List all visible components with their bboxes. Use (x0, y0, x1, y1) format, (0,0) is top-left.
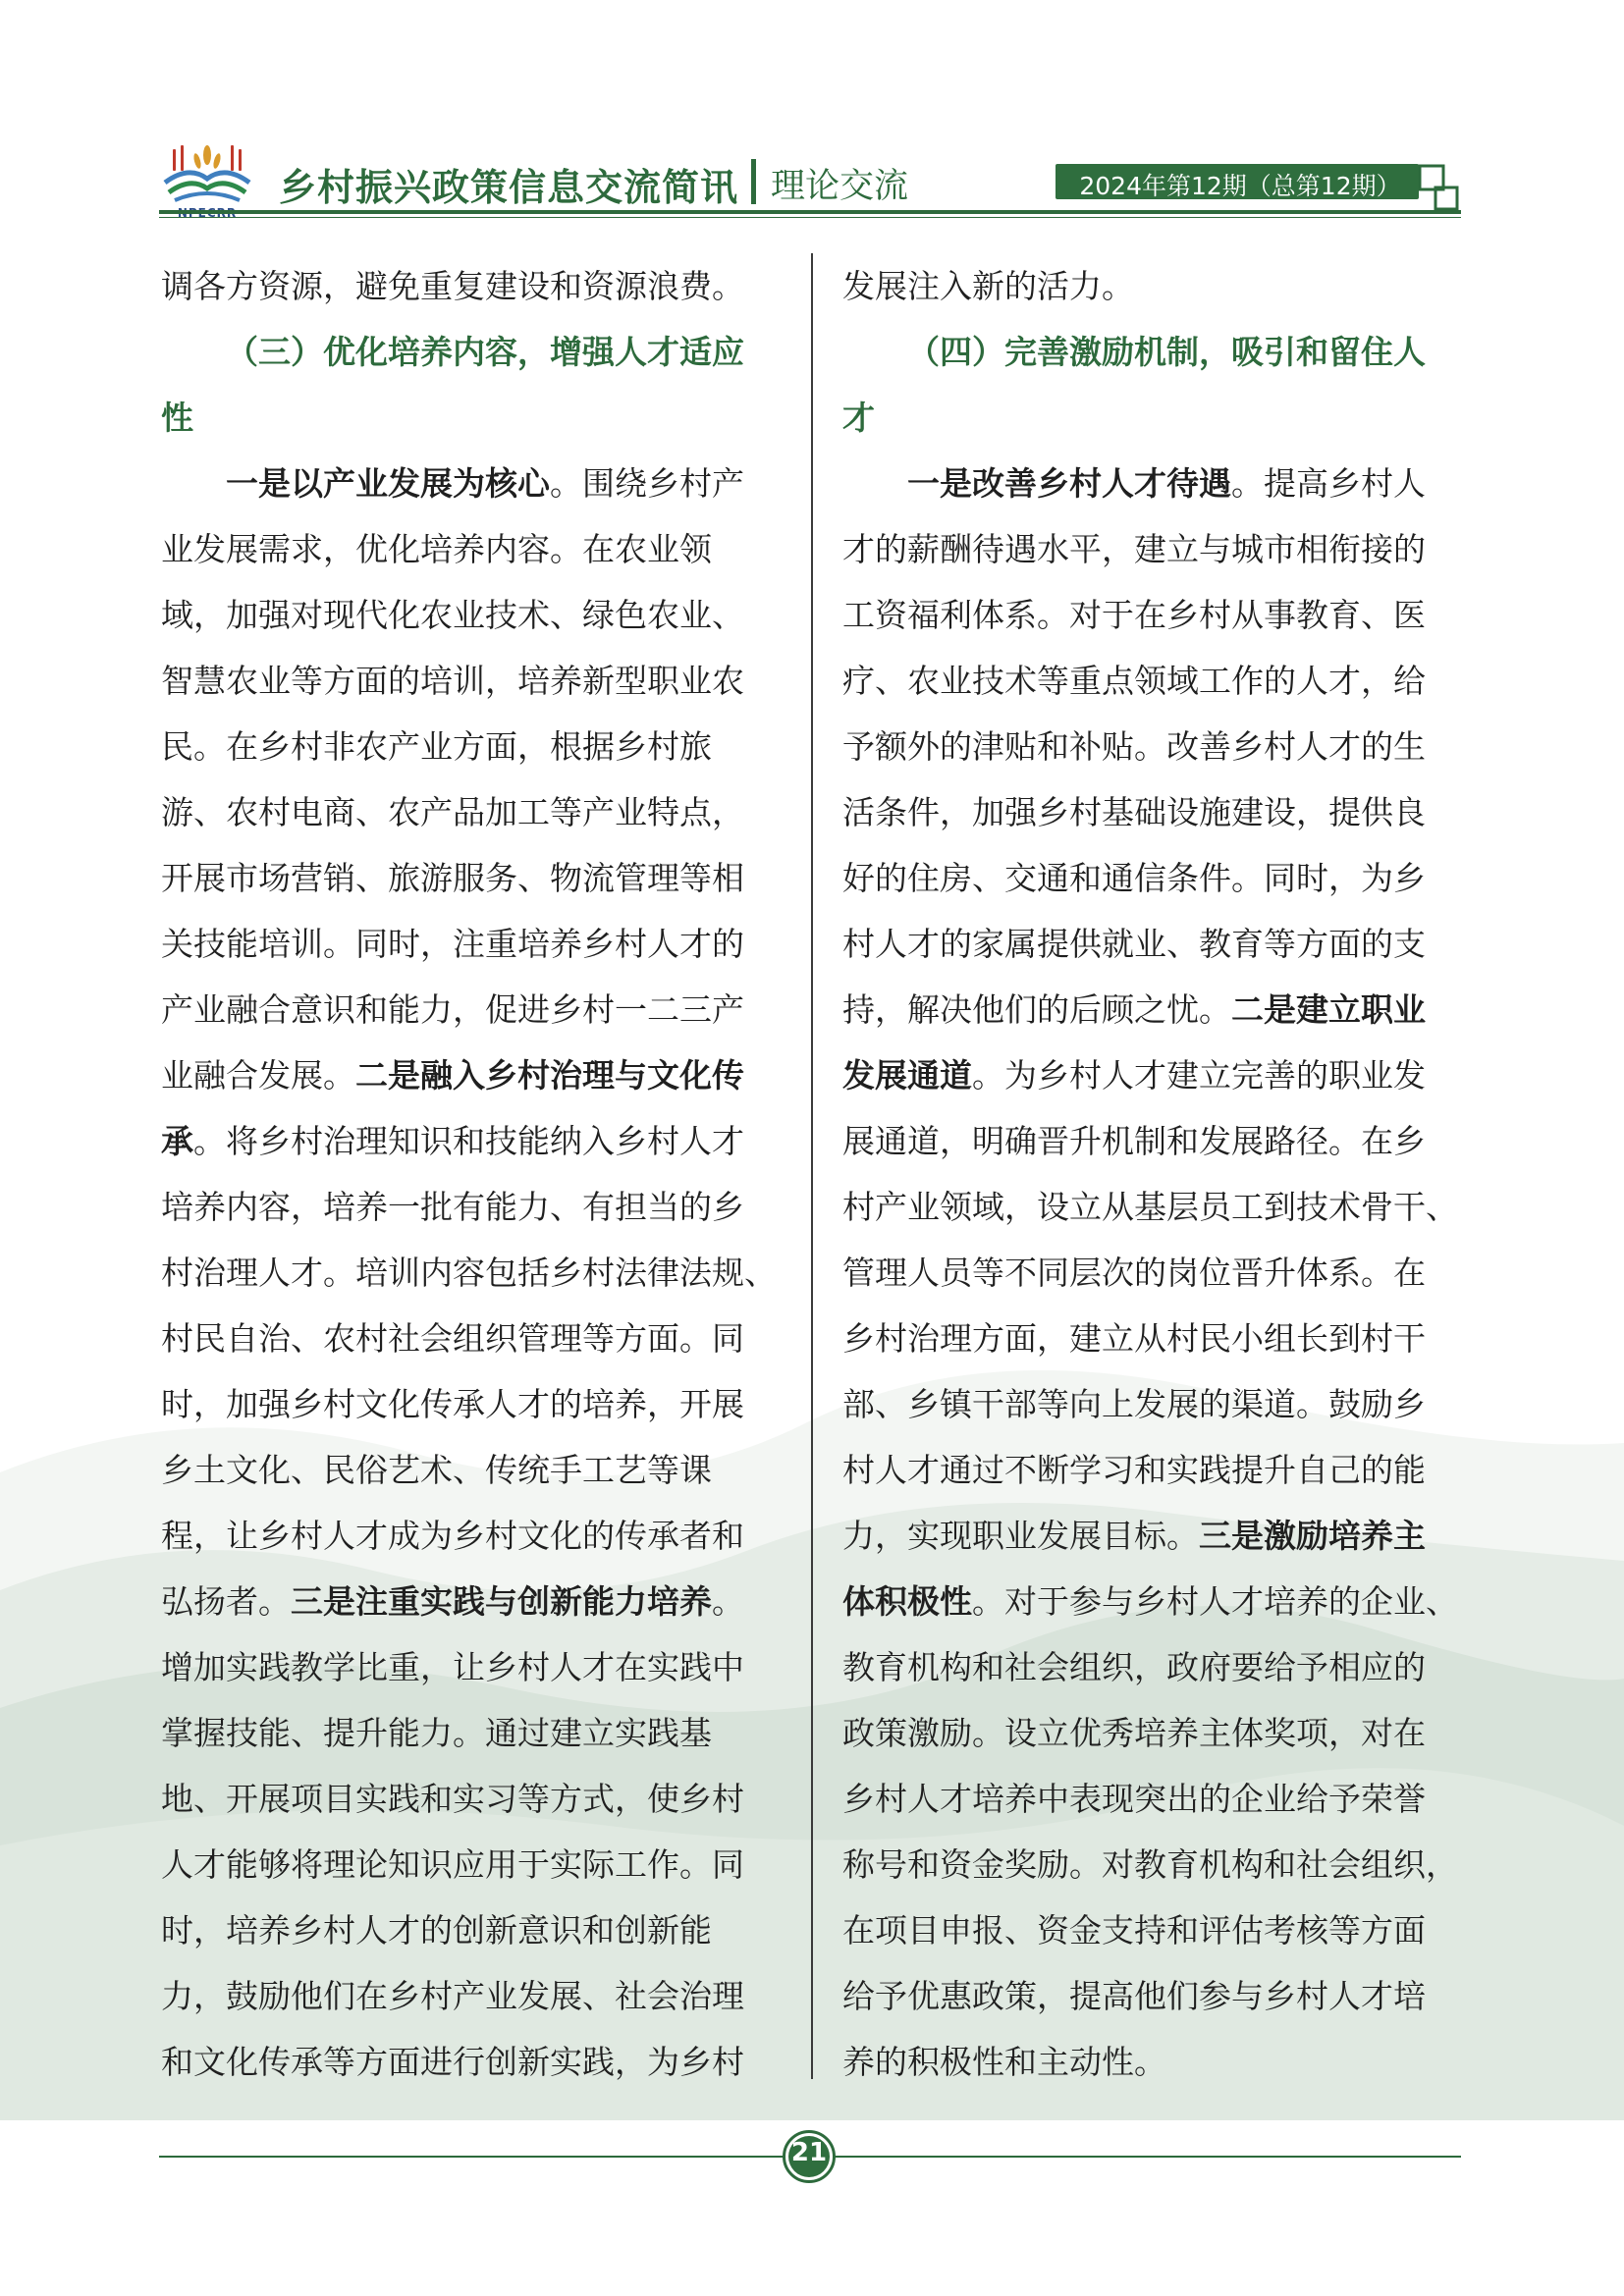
body-text: 力，鼓励他们在乡村产业发展、社会治理 (161, 1977, 744, 2015)
masthead-title: 乡村振兴政策信息交流简讯 (279, 166, 739, 209)
text-line (842, 1503, 1461, 1569)
text-line (161, 385, 780, 451)
text-line (842, 1108, 1461, 1174)
text-line (842, 714, 1461, 779)
text-line (161, 1108, 780, 1174)
section-name: 理论交流 (771, 167, 909, 206)
text-line (161, 1437, 780, 1503)
emphasis-text: 发展通道 (842, 1056, 972, 1095)
text-line (842, 1306, 1461, 1371)
text-line (842, 1766, 1461, 1832)
body-text: 称号和资金奖励。对教育机构和社会组织， (842, 1845, 1458, 1884)
text-line (161, 845, 780, 911)
body-text: 掌握技能、提升能力。通过建立实践基 (161, 1714, 712, 1752)
text-line (842, 1897, 1461, 1963)
body-text: 开展市场营销、旅游服务、物流管理等相 (161, 859, 744, 897)
emphasis-text: 一是改善乡村人才待遇 (907, 464, 1231, 503)
text-line (161, 582, 780, 648)
body-text: 村人才通过不断学习和实践提升自己的能 (842, 1451, 1426, 1489)
body-text: 时，加强乡村文化传承人才的培养，开展 (161, 1385, 744, 1423)
text-line (842, 1569, 1461, 1634)
body-text: 工资福利体系。对于在乡村从事教育、医 (842, 596, 1426, 634)
text-line (161, 648, 780, 714)
body-text: 域，加强对现代化农业技术、绿色农业、 (161, 596, 744, 634)
header-rule (159, 210, 1461, 214)
text-line (161, 1371, 780, 1437)
body-text: 展通道，明确晋升机制和发展路径。在乡 (842, 1122, 1426, 1160)
text-line (161, 1503, 780, 1569)
subheading-text: 才 (842, 399, 875, 437)
body-text: 程，让乡村人才成为乡村文化的传承者和 (161, 1517, 744, 1555)
text-line (161, 516, 780, 582)
text-line (842, 1700, 1461, 1766)
body-text: 增加实践教学比重，让乡村人才在实践中 (161, 1648, 744, 1686)
body-text: 。 (712, 1582, 744, 1621)
text-line (161, 1963, 780, 2029)
text-line (161, 1832, 780, 1897)
subheading-text: 性 (161, 399, 193, 437)
body-text: 业融合发展。 (161, 1056, 355, 1095)
text-line (161, 2029, 780, 2095)
body-text: 智慧农业等方面的培训，培养新型职业农 (161, 662, 744, 700)
body-text: 地、开展项目实践和实习等方式，使乡村 (161, 1780, 744, 1818)
text-line (161, 1240, 780, 1306)
text-line (161, 779, 780, 845)
text-line (161, 1174, 780, 1240)
body-text: 才的薪酬待遇水平，建立与城市相衔接的 (842, 530, 1426, 568)
text-line (161, 714, 780, 779)
body-text: 给予优惠政策，提高他们参与乡村人才培 (842, 1977, 1426, 2015)
body-text: 乡村人才培养中表现突出的企业给予荣誉 (842, 1780, 1426, 1818)
text-line (161, 977, 780, 1042)
body-text: 游、农村电商、农产品加工等产业特点， (161, 793, 744, 831)
text-line (161, 1569, 780, 1634)
body-text: 弘扬者。 (161, 1582, 291, 1621)
body-text: 村人才的家属提供就业、教育等方面的支 (842, 925, 1426, 963)
body-text: 教育机构和社会组织，政府要给予相应的 (842, 1648, 1426, 1686)
body-text: 在项目申报、资金支持和评估考核等方面 (842, 1911, 1426, 1949)
text-line (842, 911, 1461, 977)
emphasis-text: 三是注重实践与创新能力培养 (291, 1582, 712, 1621)
body-text: 疗、农业技术等重点领域工作的人才，给 (842, 662, 1426, 700)
body-text: 力，实现职业发展目标。 (842, 1517, 1199, 1555)
body-text: 乡村治理方面，建立从村民小组长到村干 (842, 1319, 1426, 1358)
body-text: 政策激励。设立优秀培养主体奖项，对在 (842, 1714, 1426, 1752)
text-line (161, 1042, 780, 1108)
text-line (842, 1832, 1461, 1897)
body-text: 和文化传承等方面进行创新实践，为乡村 (161, 2043, 744, 2081)
body-text: 发展注入新的活力。 (842, 267, 1134, 305)
text-line (842, 582, 1461, 648)
body-text: 人才能够将理论知识应用于实际工作。同 (161, 1845, 744, 1884)
body-text: 时，培养乡村人才的创新意识和创新能 (161, 1911, 712, 1949)
footer-rule-right (835, 2156, 1461, 2158)
text-line (161, 1306, 780, 1371)
text-line (842, 648, 1461, 714)
text-line (842, 1437, 1461, 1503)
emphasis-text: 一是以产业发展为核心 (226, 464, 550, 503)
text-line (161, 1700, 780, 1766)
body-text: 。为乡村人才建立完善的职业发 (972, 1056, 1426, 1095)
body-text: 管理人员等不同层次的岗位晋升体系。在 (842, 1254, 1426, 1292)
body-text: 调各方资源，避免重复建设和资源浪费。 (161, 267, 744, 305)
emphasis-text: 三是激励培养主 (1199, 1517, 1426, 1555)
body-text: 村产业领域，设立从基层员工到技术骨干、 (842, 1188, 1458, 1226)
masthead-divider (751, 159, 756, 204)
body-text: 乡土文化、民俗艺术、传统手工艺等课 (161, 1451, 712, 1489)
text-line (161, 1897, 780, 1963)
left-column (161, 253, 780, 2095)
body-text: 部、乡镇干部等向上发展的渠道。鼓励乡 (842, 1385, 1426, 1423)
body-text: 持，解决他们的后顾之忧。 (842, 990, 1231, 1029)
text-line (842, 1174, 1461, 1240)
text-line (842, 1371, 1461, 1437)
text-line (842, 1963, 1461, 2029)
body-text: 培养内容，培养一批有能力、有担当的乡 (161, 1188, 744, 1226)
body-text: 村民自治、农村社会组织管理等方面。同 (161, 1319, 744, 1358)
page-number: 21 (790, 2138, 828, 2167)
corner-squares-icon (1404, 150, 1463, 219)
text-line (842, 319, 1461, 385)
text-line (842, 1634, 1461, 1700)
text-line (842, 2029, 1461, 2095)
emphasis-text: 体积极性 (842, 1582, 972, 1621)
subheading-text: （四）完善激励机制，吸引和留住人 (907, 333, 1426, 371)
text-line (842, 779, 1461, 845)
body-text: 予额外的津贴和补贴。改善乡村人才的生 (842, 727, 1426, 766)
text-line (842, 451, 1461, 516)
text-line (842, 253, 1461, 319)
text-line (161, 1634, 780, 1700)
text-line (161, 1766, 780, 1832)
text-line (161, 319, 780, 385)
text-line (161, 451, 780, 516)
body-text: 。围绕乡村产 (550, 464, 744, 503)
body-text: 好的住房、交通和通信条件。同时，为乡 (842, 859, 1426, 897)
issue-label: 2024年第12期（总第12期） (1079, 172, 1401, 200)
subheading-text: （三）优化培养内容，增强人才适应 (226, 333, 744, 371)
emphasis-text: 二是建立职业 (1231, 990, 1426, 1029)
text-line (842, 1240, 1461, 1306)
footer-rule-left (159, 2156, 784, 2158)
body-text: 产业融合意识和能力，促进乡村一二三产 (161, 990, 744, 1029)
emphasis-text: 二是融入乡村治理与文化传 (355, 1056, 744, 1095)
body-text: 村治理人才。培训内容包括乡村法律法规、 (161, 1254, 777, 1292)
text-line (842, 845, 1461, 911)
header-rule-thin (159, 217, 1461, 218)
text-line (842, 516, 1461, 582)
right-column (842, 253, 1461, 2095)
column-divider (811, 253, 813, 2079)
body-text: 养的积极性和主动性。 (842, 2043, 1166, 2081)
body-text: 关技能培训。同时，注重培养乡村人才的 (161, 925, 744, 963)
body-text: 民。在乡村非农产业方面，根据乡村旅 (161, 727, 712, 766)
text-line (161, 911, 780, 977)
text-line (842, 385, 1461, 451)
body-text: 。提高乡村人 (1231, 464, 1426, 503)
text-line (842, 1042, 1461, 1108)
emphasis-text: 承 (161, 1122, 193, 1160)
text-line (161, 253, 780, 319)
body-text: 活条件，加强乡村基础设施建设，提供良 (842, 793, 1426, 831)
body-text: 。将乡村治理知识和技能纳入乡村人才 (193, 1122, 744, 1160)
body-text: 业发展需求，优化培养内容。在农业领 (161, 530, 712, 568)
text-line (842, 977, 1461, 1042)
body-text: 。对于参与乡村人才培养的企业、 (972, 1582, 1458, 1621)
